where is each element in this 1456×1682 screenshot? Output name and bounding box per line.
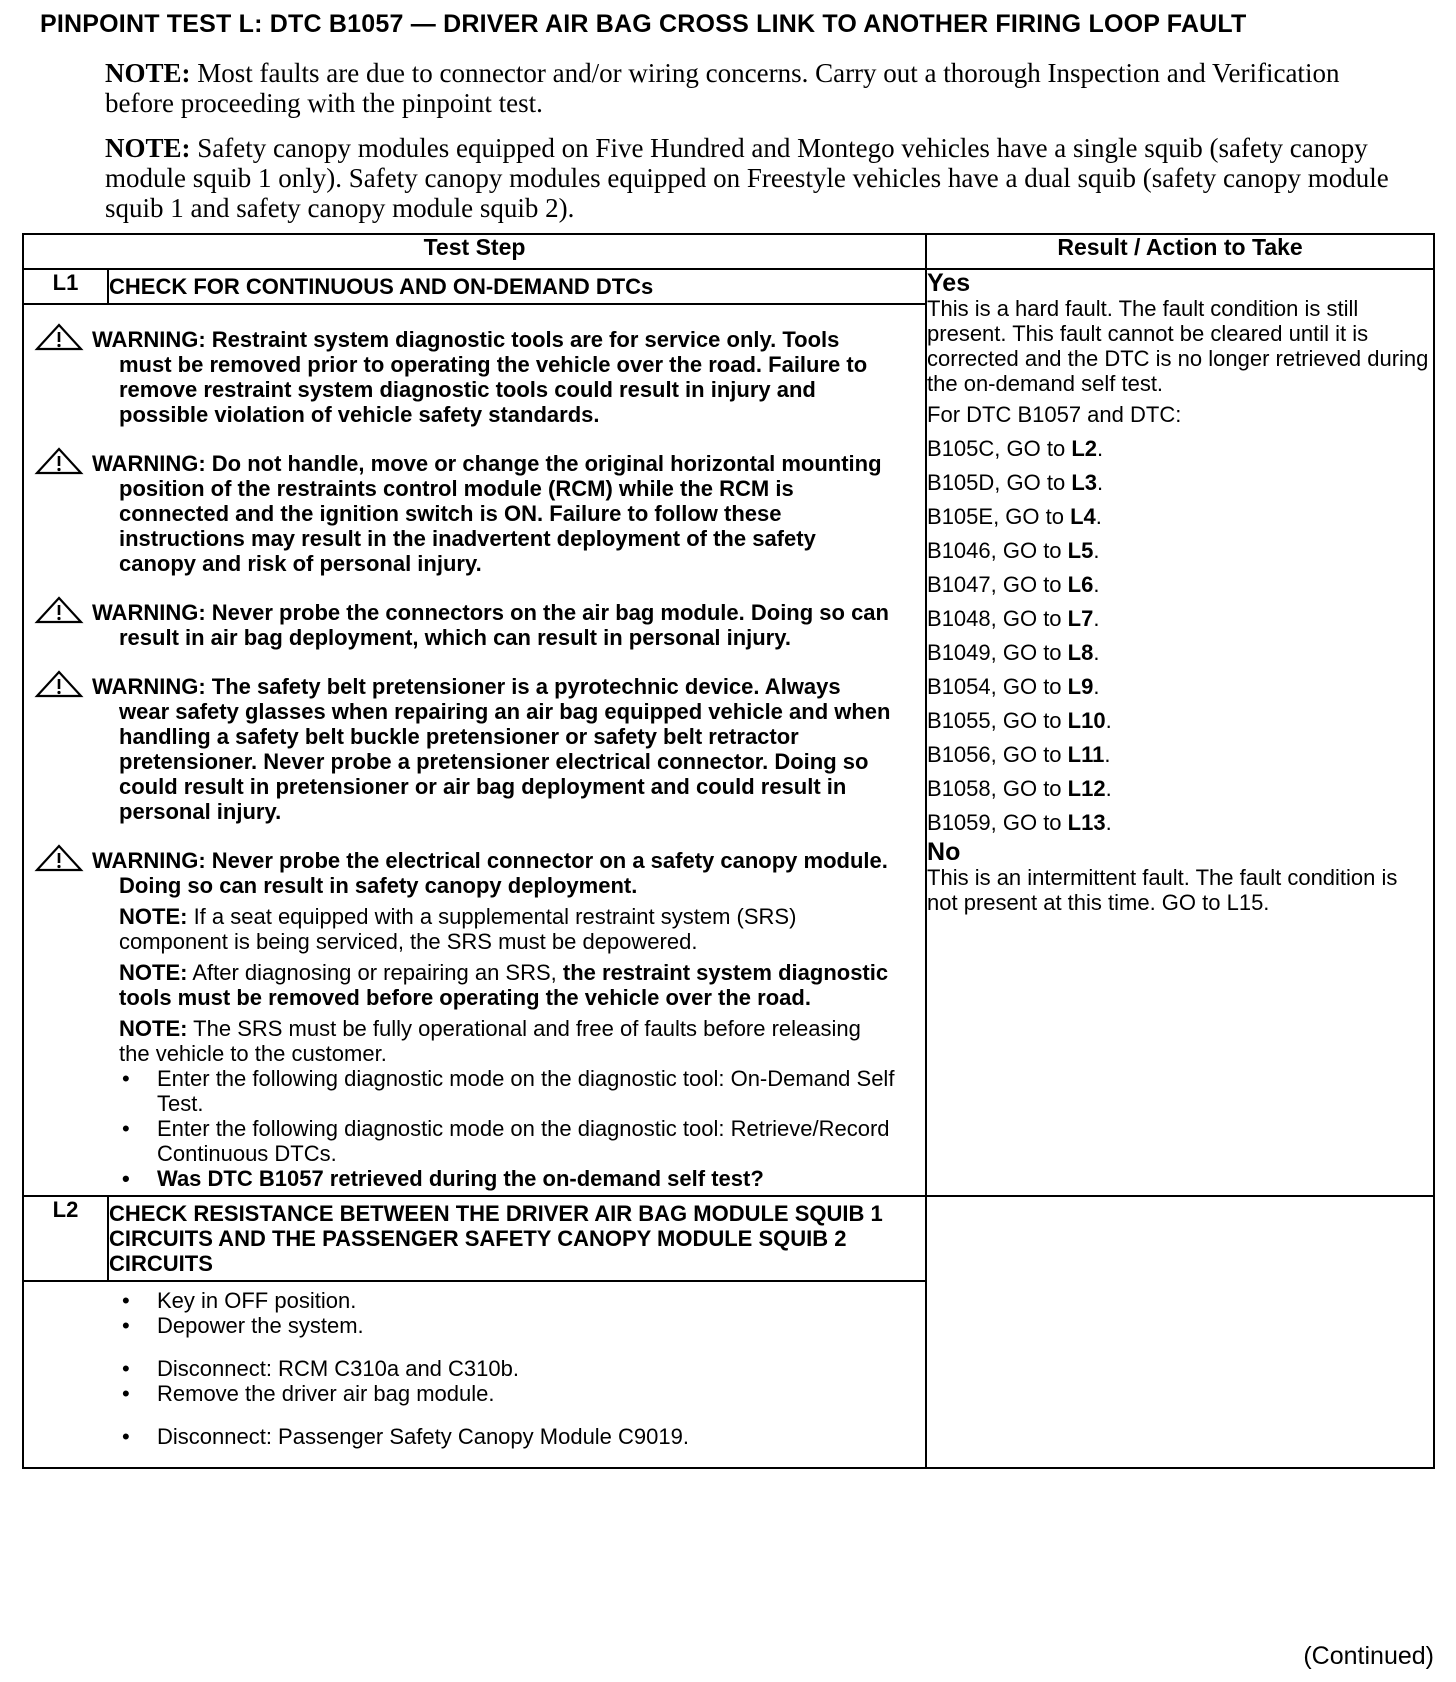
warning-triangle-icon bbox=[34, 844, 84, 872]
goto-item: B1054, GO to L9. bbox=[927, 674, 1100, 699]
warning-text: WARNING: Do not handle, move or change the original horizontal mounting position of the restraints control module (RCM) while the RCM is connected and the ignition switch is ON. Failure to follow these instructions may result in the inadvertent deployment of the safety canopy and risk of personal injury. bbox=[92, 451, 882, 576]
step-bullets bbox=[24, 1066, 925, 1191]
goto-link[interactable]: L2 bbox=[1071, 436, 1097, 461]
header-result: Result / Action to Take bbox=[926, 234, 1434, 269]
warning-text: WARNING: Never probe the electrical connector on a safety canopy module. Doing so can result in safety canopy deployment. bbox=[92, 848, 888, 898]
header-test-step: Test Step bbox=[23, 234, 926, 269]
goto-item: B1055, GO to L10. bbox=[927, 708, 1112, 733]
goto-item: B1049, GO to L8. bbox=[927, 640, 1100, 665]
list-item: • Depower the system. bbox=[119, 1313, 895, 1338]
result-for-dtc: For DTC B1057 and DTC: bbox=[927, 402, 1182, 427]
goto-link[interactable]: L5 bbox=[1067, 538, 1094, 563]
goto-item: B105D, GO to L3. bbox=[927, 470, 1104, 495]
warning-triangle-icon bbox=[34, 323, 84, 351]
result-no-text: This is an intermittent fault. The fault condition is not present at this time. GO to L15. bbox=[927, 865, 1398, 915]
intro-note-2 bbox=[105, 133, 1395, 223]
warning-text: WARNING: Restraint system diagnostic tools are for service only. Tools must be removed prior to operating the vehicle over the road. Failure to remove restraint system diagnostic tools could result in injury and possible violation of vehicle safety standards. bbox=[92, 327, 868, 427]
note-label: NOTE: bbox=[105, 58, 191, 88]
step-l1-heading-row bbox=[23, 269, 1434, 304]
goto-link[interactable]: L4 bbox=[1070, 504, 1096, 529]
step-body-l1 bbox=[23, 304, 926, 1196]
warning-block bbox=[24, 650, 925, 824]
result-yes-text: This is a hard fault. The fault condition is still present. This fault cannot be cleared until it is corrected and the DTC is no longer retrieved during the on-demand self test. bbox=[927, 296, 1429, 396]
goto-list bbox=[927, 436, 1433, 835]
warning-triangle-icon bbox=[34, 596, 84, 624]
result-cell-l2 bbox=[926, 1196, 1434, 1468]
step-heading-l1: CHECK FOR CONTINUOUS AND ON-DEMAND DTCs bbox=[108, 269, 926, 304]
goto-link[interactable]: L3 bbox=[1071, 470, 1097, 495]
warning-block bbox=[24, 576, 925, 650]
step-note: NOTE: The SRS must be fully operational and free of faults before releasing the vehicle to the customer. bbox=[119, 1016, 861, 1066]
goto-link[interactable]: L6 bbox=[1067, 572, 1094, 597]
result-cell-l1 bbox=[926, 269, 1434, 1196]
list-item: • Key in OFF position. bbox=[119, 1288, 895, 1313]
warning-text: WARNING: The safety belt pretensioner is a pyrotechnic device. Always wear safety glasses when repairing an air bag equipped vehicle and when handling a safety belt buckle pretensioner or safety belt retractor pretensioner. Never probe a pretensioner electrical connector. Doing so could result in pretensioner or air bag deployment and could result in personal injury. bbox=[92, 674, 891, 824]
step-bullets bbox=[24, 1356, 925, 1406]
list-item: • Was DTC B1057 retrieved during the on-demand self test? bbox=[119, 1166, 895, 1191]
goto-item: B1046, GO to L5. bbox=[927, 538, 1100, 563]
goto-item: B105C, GO to L2. bbox=[927, 436, 1104, 461]
step-id-l2: L2 bbox=[23, 1196, 108, 1281]
goto-link[interactable]: L10 bbox=[1067, 708, 1106, 733]
goto-link[interactable]: L13 bbox=[1067, 810, 1106, 835]
step-id-l1: L1 bbox=[23, 269, 108, 304]
warning-block bbox=[24, 824, 925, 898]
step-note: NOTE: If a seat equipped with a supplemental restraint system (SRS) component is being serviced, the SRS must be depowered. bbox=[119, 904, 797, 954]
list-item: • Disconnect: RCM C310a and C310b. bbox=[119, 1356, 895, 1381]
warning-triangle-icon bbox=[34, 670, 84, 698]
note-text: Most faults are due to connector and/or wiring concerns. Carry out a thorough Inspection and Verification before proceeding with the pinpoint test. bbox=[105, 58, 1340, 118]
warning-block bbox=[24, 427, 925, 576]
list-item: • Disconnect: Passenger Safety Canopy Module C9019. bbox=[119, 1424, 895, 1449]
goto-link[interactable]: L12 bbox=[1067, 776, 1106, 801]
goto-link[interactable]: L8 bbox=[1067, 640, 1094, 665]
goto-link[interactable]: L7 bbox=[1067, 606, 1094, 631]
goto-link[interactable]: L9 bbox=[1067, 674, 1094, 699]
result-yes-label: Yes bbox=[927, 269, 971, 297]
table-header-row bbox=[23, 234, 1434, 269]
warning-text: WARNING: Never probe the connectors on the air bag module. Doing so can result in air bag deployment, which can result in personal injury. bbox=[92, 600, 889, 650]
goto-item: B1048, GO to L7. bbox=[927, 606, 1100, 631]
step-heading-l2: CHECK RESISTANCE BETWEEN THE DRIVER AIR BAG MODULE SQUIB 1 CIRCUITS AND THE PASSENGER SAFETY CANOPY MODULE SQUIB 2 CIRCUITS bbox=[108, 1196, 926, 1281]
goto-link[interactable]: L11 bbox=[1067, 742, 1105, 767]
page-title: PINPOINT TEST L: DTC B1057 — DRIVER AIR BAG CROSS LINK TO ANOTHER FIRING LOOP FAULT bbox=[40, 10, 1247, 38]
note-text: Safety canopy modules equipped on Five Hundred and Montego vehicles have a single squib (safety canopy module squib 1 only). Safety canopy modules equipped on Freestyle vehicles have a dual squib (safety canopy module squib 1 and safety canopy module squib 2). bbox=[105, 133, 1389, 223]
warning-block bbox=[24, 305, 925, 427]
continued-label: (Continued) bbox=[1303, 1642, 1434, 1670]
intro-note-1 bbox=[105, 58, 1395, 118]
list-item: • Enter the following diagnostic mode on the diagnostic tool: On-Demand Self Test. bbox=[119, 1066, 895, 1116]
step-l2-heading-row bbox=[23, 1196, 1434, 1281]
step-bullets bbox=[24, 1288, 925, 1338]
goto-item: B1058, GO to L12. bbox=[927, 776, 1112, 801]
step-body-l2 bbox=[23, 1281, 926, 1468]
goto-item: B1056, GO to L11. bbox=[927, 742, 1111, 767]
note-label: NOTE: bbox=[105, 133, 191, 163]
goto-item: B105E, GO to L4. bbox=[927, 504, 1102, 529]
list-item: • Enter the following diagnostic mode on the diagnostic tool: Retrieve/Record Continuous DTCs. bbox=[119, 1116, 895, 1166]
goto-item: B1047, GO to L6. bbox=[927, 572, 1100, 597]
step-bullets bbox=[24, 1424, 925, 1449]
warning-triangle-icon bbox=[34, 447, 84, 475]
list-item: • Remove the driver air bag module. bbox=[119, 1381, 895, 1406]
goto-item: B1059, GO to L13. bbox=[927, 810, 1112, 835]
result-no-label: No bbox=[927, 838, 961, 866]
step-note: NOTE: After diagnosing or repairing an SRS, the restraint system diagnostic tools must be removed before operating the vehicle over the road. bbox=[119, 960, 889, 1010]
pinpoint-test-table bbox=[22, 233, 1435, 1469]
